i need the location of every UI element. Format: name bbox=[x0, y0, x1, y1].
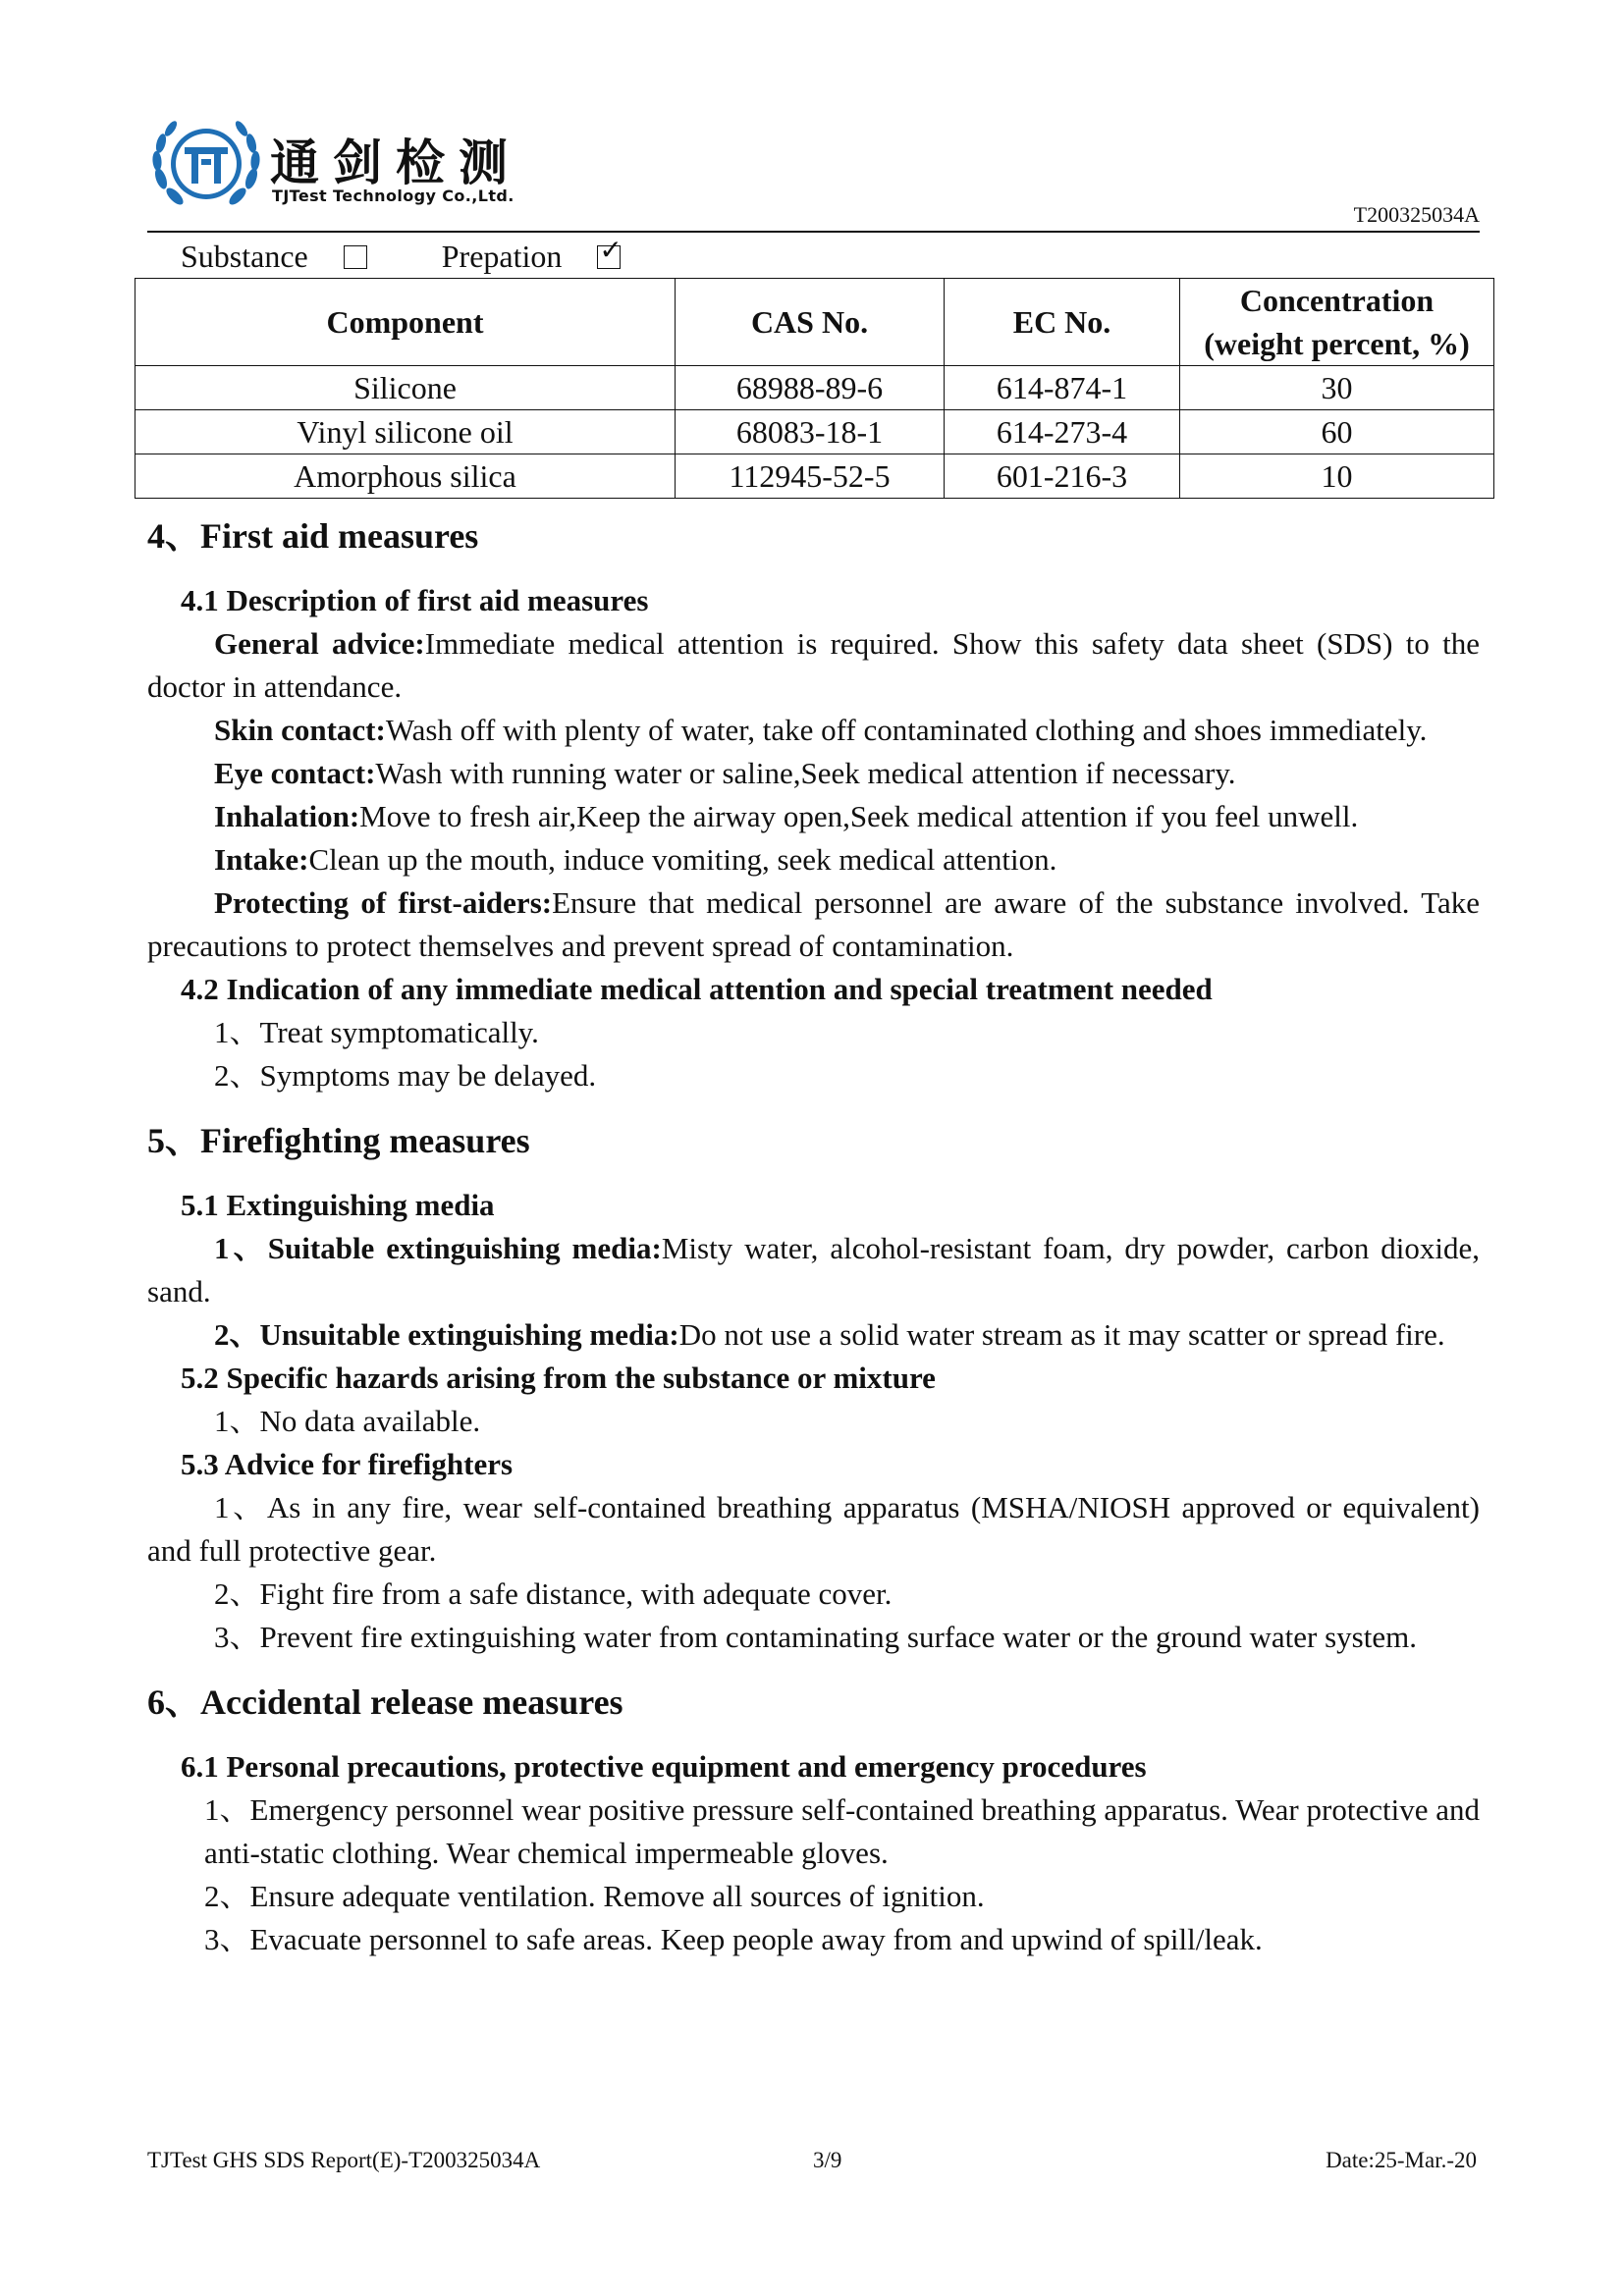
inhalation bbox=[147, 795, 1480, 838]
list-item: 1、Emergency personnel wear positive pressure self-contained breathing apparatus. Wear protective and anti-static clothing. Wear chemical impermeable gloves. bbox=[204, 1792, 1480, 1870]
general-advice bbox=[147, 622, 1480, 709]
header-concentration-line2: (weight percent, %) bbox=[1204, 326, 1470, 361]
list-item: 1、As in any fire, wear self-contained breathing apparatus (MSHA/NIOSH approved or equivalent) and full protective gear. bbox=[147, 1490, 1480, 1568]
skin-contact-text: Wash off with plenty of water, take off contaminated clothing and shoes immediately. bbox=[385, 713, 1428, 747]
table-row bbox=[135, 410, 1494, 454]
cell-concentration: 60 bbox=[1180, 410, 1494, 454]
cell-ec: 614-273-4 bbox=[945, 410, 1180, 454]
header-ec: EC No. bbox=[945, 279, 1180, 366]
list-item: 2、Symptoms may be delayed. bbox=[214, 1058, 597, 1093]
footer-report-id: TJTest GHS SDS Report(E)-T200325034A bbox=[147, 2148, 541, 2172]
suitable-media-label: 1、Suitable extinguishing media: bbox=[214, 1231, 662, 1265]
unsuitable-media-label: 2、Unsuitable extinguishing media: bbox=[214, 1317, 679, 1352]
skin-contact bbox=[147, 709, 1480, 752]
protecting-first-aiders bbox=[147, 881, 1480, 968]
unsuitable-media bbox=[147, 1313, 1480, 1357]
suitable-media bbox=[147, 1227, 1480, 1313]
protecting-first-aiders-label: Protecting of first-aiders: bbox=[214, 885, 553, 920]
cell-component: Silicone bbox=[135, 366, 676, 410]
cell-ec: 614-874-1 bbox=[945, 366, 1180, 410]
company-name-en: TJTest Technology Co.,Ltd. bbox=[272, 187, 514, 205]
section-6-title: 6、Accidental release measures bbox=[147, 1682, 623, 1722]
list-item: 3、Evacuate personnel to safe areas. Keep people away from and upwind of spill/leak. bbox=[204, 1922, 1263, 1956]
unsuitable-media-text: Do not use a solid water stream as it may scatter or spread fire. bbox=[678, 1317, 1445, 1352]
list-item: 1、No data available. bbox=[214, 1404, 481, 1438]
header-concentration bbox=[1180, 279, 1494, 366]
preparation-label: Prepation bbox=[441, 239, 563, 274]
cell-component: Amorphous silica bbox=[135, 454, 676, 499]
intake-text: Clean up the mouth, induce vomiting, seek medical attention. bbox=[308, 842, 1057, 877]
table-row bbox=[135, 454, 1494, 499]
document-body bbox=[147, 510, 1480, 1961]
section-5-1-title: 5.1 Extinguishing media bbox=[181, 1188, 495, 1222]
eye-contact bbox=[147, 752, 1480, 795]
intake-label: Intake: bbox=[214, 842, 309, 877]
section-4-2-title: 4.2 Indication of any immediate medical attention and special treatment needed bbox=[181, 972, 1213, 1006]
list-item: 1、Treat symptomatically. bbox=[214, 1015, 539, 1049]
cell-cas: 68083-18-1 bbox=[676, 410, 945, 454]
classification-row bbox=[181, 236, 687, 275]
suitable-media-text: Misty water, alcohol-resistant foam, dry powder, carbon dioxide, sand. bbox=[147, 1231, 1480, 1308]
cell-cas: 68988-89-6 bbox=[676, 366, 945, 410]
preparation-option bbox=[441, 236, 655, 274]
list-item: 2、Ensure adequate ventilation. Remove all sources of ignition. bbox=[204, 1879, 985, 1913]
section-5-3-title: 5.3 Advice for firefighters bbox=[181, 1447, 514, 1481]
table-header-row bbox=[135, 279, 1494, 366]
cell-ec: 601-216-3 bbox=[945, 454, 1180, 499]
cell-concentration: 10 bbox=[1180, 454, 1494, 499]
list-item: 3、Prevent fire extinguishing water from contaminating surface water or the ground water system. bbox=[214, 1620, 1417, 1654]
inhalation-label: Inhalation: bbox=[214, 799, 360, 833]
substance-label: Substance bbox=[181, 239, 308, 274]
inhalation-text: Move to fresh air,Keep the airway open,Seek medical attention if you feel unwell. bbox=[359, 799, 1359, 833]
footer-date: Date:25-Mar.-20 bbox=[1326, 2148, 1477, 2172]
section-5-title: 5、Firefighting measures bbox=[147, 1121, 530, 1160]
header-cas: CAS No. bbox=[676, 279, 945, 366]
checked-checkbox-icon: ✓ bbox=[597, 245, 621, 269]
substance-option bbox=[181, 239, 401, 274]
eye-contact-text: Wash with running water or saline,Seek medical attention if necessary. bbox=[375, 756, 1236, 790]
list-item: 2、Fight fire from a safe distance, with adequate cover. bbox=[214, 1576, 893, 1611]
document-number: T200325034A bbox=[1353, 202, 1480, 227]
composition-table bbox=[135, 278, 1494, 499]
header-divider bbox=[147, 231, 1480, 233]
logo-emblem-icon bbox=[147, 110, 265, 218]
table-row bbox=[135, 366, 1494, 410]
section-4-title: 4、First aid measures bbox=[147, 516, 479, 556]
header-concentration-line1: Concentration bbox=[1239, 283, 1435, 318]
protecting-first-aiders-text: Ensure that medical personnel are aware of the substance involved. Take precautions to protect themselves and prevent spread of contamination. bbox=[147, 885, 1480, 963]
company-name-cn: 通剑检测 bbox=[270, 134, 521, 191]
cell-component: Vinyl silicone oil bbox=[135, 410, 676, 454]
header-component: Component bbox=[135, 279, 676, 366]
eye-contact-label: Eye contact: bbox=[214, 756, 376, 790]
general-advice-label: General advice: bbox=[214, 626, 425, 661]
section-6-1-title: 6.1 Personal precautions, protective equipment and emergency procedures bbox=[181, 1749, 1147, 1784]
general-advice-text: Immediate medical attention is required. Show this safety data sheet (SDS) to the doctor in attendance. bbox=[147, 626, 1480, 704]
cell-cas: 112945-52-5 bbox=[676, 454, 945, 499]
unchecked-checkbox-icon bbox=[344, 245, 367, 269]
section-5-2-title: 5.2 Specific hazards arising from the substance or mixture bbox=[181, 1361, 936, 1395]
intake bbox=[147, 838, 1480, 881]
cell-concentration: 30 bbox=[1180, 366, 1494, 410]
skin-contact-label: Skin contact: bbox=[214, 713, 386, 747]
company-logo bbox=[147, 110, 560, 218]
footer-page-number: 3/9 bbox=[813, 2148, 842, 2172]
section-4-1-title: 4.1 Description of first aid measures bbox=[181, 583, 649, 617]
